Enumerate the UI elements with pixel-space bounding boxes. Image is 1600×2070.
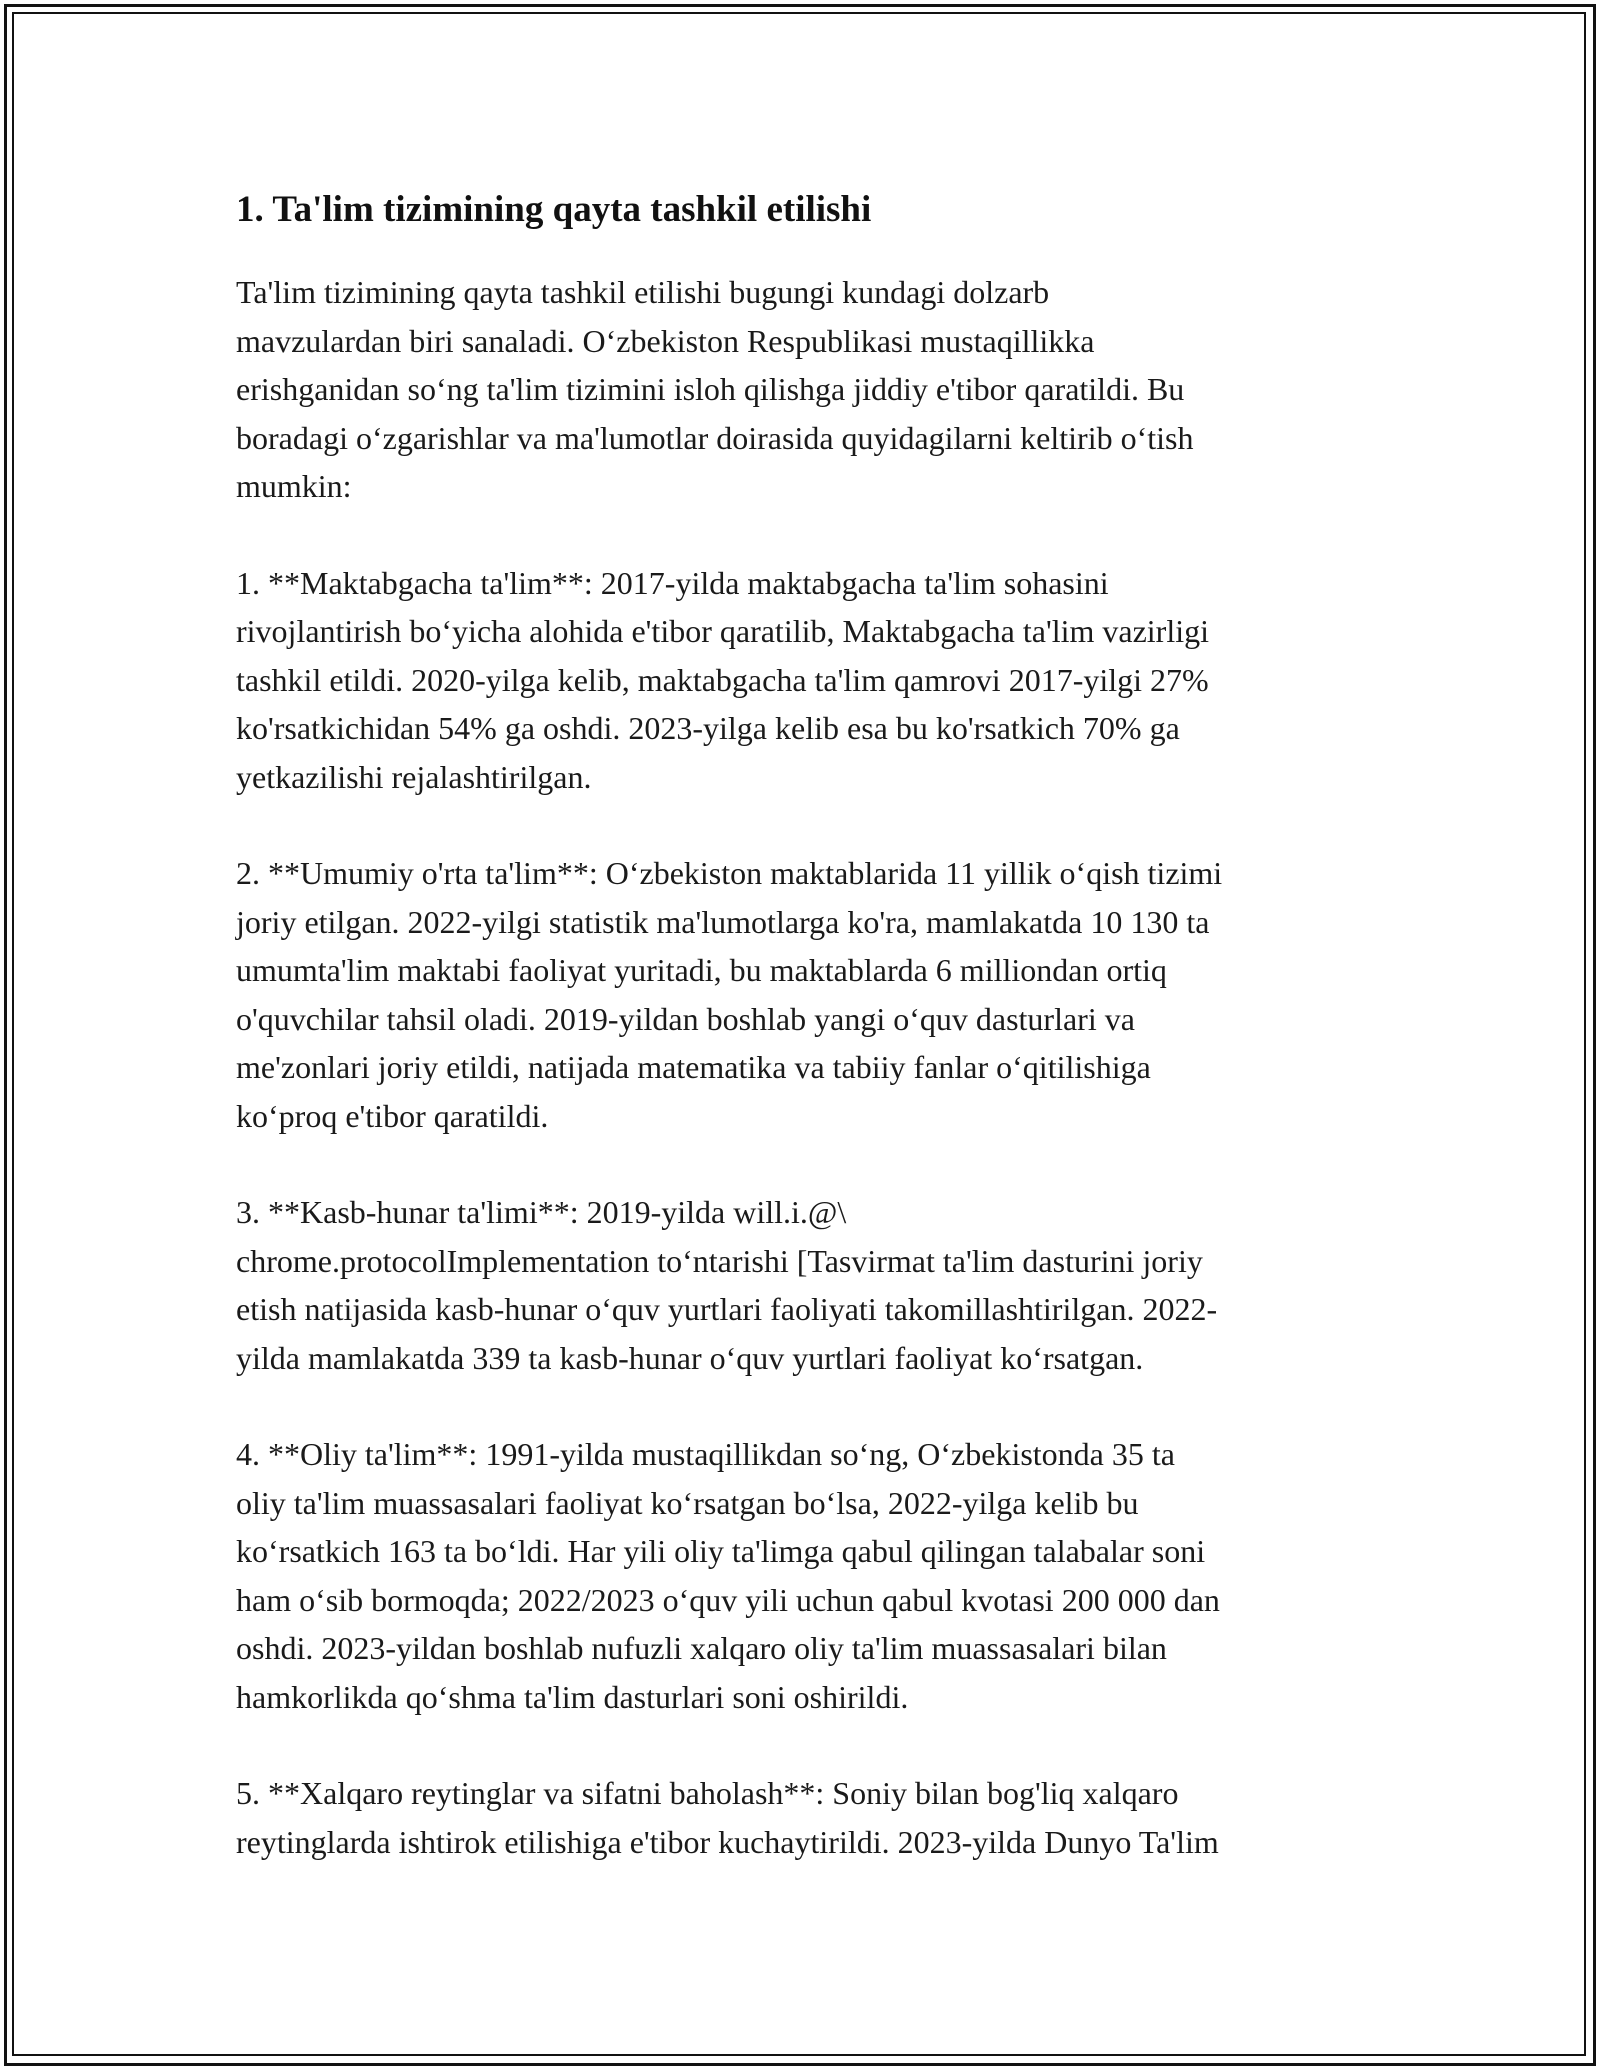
paragraph-vocational-education: 3. **Kasb-hunar ta'limi**: 2019-yilda will.i.@\ chrome.protocolImplementation to‘ntarishi [Tasvirmat ta'lim dasturini joriy etish natijasida kasb-hunar o‘quv yurtlari faoliyati takomillashtirilgan. 2022- yilda mamlakatda 339 ta kasb-hunar o‘quv yurtlari faoliyat ko‘rsatgan. [236,1194,1218,1376]
paragraph-preschool-education: 1. **Maktabgacha ta'lim**: 2017-yilda maktabgacha ta'lim sohasini rivojlantirish bo‘yicha alohida e'tibor qaratilib, Maktabgacha ta'lim vazirligi tashkil etildi. 2020-yilga kelib, maktabgacha ta'lim qamrovi 2017-yilgi 27% ko'rsatkichidan 54% ga oshdi. 2023-yilga kelib esa bu ko'rsatkich 70% ga yetkazilishi rejalashtirilgan. [236,564,1209,795]
paragraph-international-ratings: 5. **Xalqaro reytinglar va sifatni baholash**: Soniy bilan bog'liq xalqaro reytinglarda ishtirok etilishiga e'tibor kuchaytirildi. 2023-yilda Dunyo Ta'lim [236,1775,1219,1860]
document-body [236,188,1376,1866]
intro-paragraph: Ta'lim tizimining qayta tashkil etilishi bugungi kundagi dolzarb mavzulardan biri sanaladi. O‘zbekiston Respublikasi mustaqillikka erishganidan so‘ng ta'lim tizimini isloh qilishga jiddiy e'tibor qaratildi. Bu boradagi o‘zgarishlar va ma'lumotlar doirasida quyidagilarni keltirib o‘tish mumkin: [236,274,1194,504]
document-title: 1. Ta'lim tizimining qayta tashkil etilishi [236,189,872,230]
paragraph-general-secondary-education: 2. **Umumiy o'rta ta'lim**: O‘zbekiston maktablarida 11 yillik o‘qish tizimi joriy etilgan. 2022-yilgi statistik ma'lumotlarga ko'ra, mamlakatda 10 130 ta umumta'lim maktabi faoliyat yuritadi, bu maktablarda 6 milliondan ortiq o'quvchilar tahsil oladi. 2019-yildan boshlab yangi o‘quv dasturlari va me'zonlari joriy etildi, natijada matematika va tabiiy fanlar o‘qitilishiga ko‘proq e'tibor qaratildi. [236,855,1223,1134]
paragraph-higher-education: 4. **Oliy ta'lim**: 1991-yilda mustaqillikdan so‘ng, O‘zbekistonda 35 ta oliy ta'lim muassasalari faoliyat ko‘rsatgan bo‘lsa, 2022-yilga kelib bu ko‘rsatkich 163 ta bo‘ldi. Har yili oliy ta'limga qabul qilingan talabalar soni ham o‘sib bormoqda; 2022/2023 o‘quv yili uchun qabul kvotasi 200 000 dan oshdi. 2023-yildan boshlab nufuzli xalqaro oliy ta'lim muassasalari bilan hamkorlikda qo‘shma ta'lim dasturlari soni oshirildi. [236,1436,1220,1715]
